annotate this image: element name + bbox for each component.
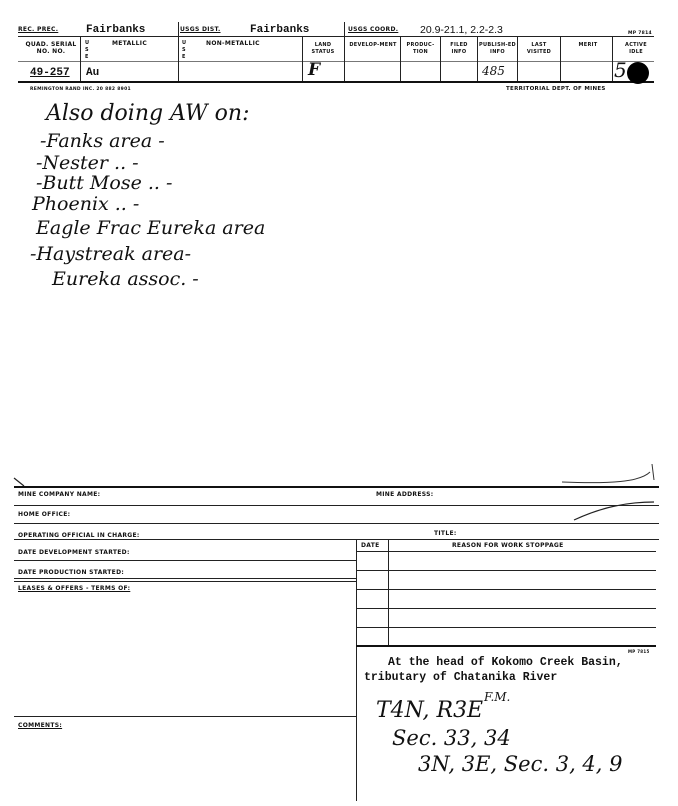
note-line-1: Also doing AW on:	[46, 101, 250, 126]
land-status-label: LAND STATUS	[311, 42, 335, 55]
dept-line: TERRITORIAL DEPT. OF MINES	[506, 86, 606, 92]
page-curl-lines	[10, 460, 670, 500]
active-idle-label: ACTIVE IDLE	[625, 42, 647, 55]
published-info-label: PUBLISH-ED INFO	[479, 42, 517, 55]
date-development-started-label: DATE DEVELOPMENT STARTED:	[18, 549, 130, 556]
land-status-value: F	[308, 60, 321, 80]
note-line-4: -Butt Mose .. -	[36, 172, 173, 194]
note-line-2: -Fanks area -	[40, 130, 165, 152]
title-label: TITLE:	[434, 530, 457, 537]
leases-offers-label: LEASES & OFFERS - TERMS OF:	[18, 585, 131, 592]
location-hand-line-2: Sec. 33, 34	[392, 726, 511, 750]
location-typed-line-1: At the head of Kokomo Creek Basin,	[388, 656, 623, 669]
rec-prec-label: REC. PREC.	[18, 26, 59, 33]
rec-prec-value: Fairbanks	[86, 24, 146, 36]
header-line-mid	[18, 36, 654, 37]
location-hand-line-3: 3N, 3E, Sec. 3, 4, 9	[418, 752, 623, 776]
usgs-coord-label: USGS COORD.	[348, 26, 399, 33]
form-code-bottom: MP 7815	[628, 649, 650, 654]
quad-serial-label: QUAD. SERIAL NO. NO.	[25, 41, 77, 55]
metallic-value: Au	[86, 67, 100, 79]
operating-official-label: OPERATING OFFICIAL IN CHARGE:	[18, 532, 140, 539]
development-label: DEVELOP-MENT	[349, 42, 397, 48]
note-line-7: -Haystreak area-	[30, 243, 192, 265]
note-line-6: Eagle Frac Eureka area	[36, 217, 266, 239]
production-label: PRODUC-TION	[406, 42, 435, 55]
filed-info-label: FILED INFO	[450, 42, 468, 55]
usgs-coord-value: 20.9-21.1, 2.2-2.3	[420, 24, 503, 36]
non-metallic-label: NON-METALLIC	[206, 40, 260, 47]
location-hand-line-1: T4N, R3E	[376, 698, 484, 723]
punch-hole-mark	[627, 62, 649, 84]
reason-header: REASON FOR WORK STOPPAGE	[452, 542, 564, 549]
location-hand-line-1-sup: F.M.	[484, 690, 511, 704]
header-line-data	[18, 61, 654, 62]
home-office-label: HOME OFFICE:	[18, 511, 71, 518]
note-line-3: -Nester .. -	[36, 152, 139, 174]
date-production-started-label: DATE PRODUCTION STARTED:	[18, 569, 125, 576]
comments-label: COMMENTS:	[18, 722, 63, 729]
mine-company-name-label: MINE COMPANY NAME:	[18, 491, 101, 498]
printer-line: REMINGTON RAND INC. 20 882 8901	[30, 87, 131, 92]
us-e-letters-metallic: U S E	[85, 40, 90, 60]
published-value: 485	[482, 64, 505, 78]
header-line-bottom	[18, 81, 654, 83]
us-e-letters-nonmetallic: U S E	[182, 40, 187, 60]
pen-stroke-mark	[570, 498, 660, 524]
note-line-8: Eureka assoc. -	[52, 268, 199, 290]
mine-address-label: MINE ADDRESS:	[376, 491, 434, 498]
note-line-5: Phoenix .. -	[32, 193, 140, 215]
form-code-top: MP 7814	[628, 31, 652, 36]
location-typed-line-2: tributary of Chatanika River	[364, 671, 558, 684]
date-header: DATE	[361, 542, 380, 549]
active-value: 5	[614, 58, 627, 82]
merit-label: MERIT	[578, 42, 598, 48]
metallic-label: METALLIC	[112, 40, 148, 47]
last-visited-label: LAST VISITED	[526, 42, 552, 55]
usgs-dist-value: Fairbanks	[250, 24, 310, 36]
usgs-dist-label: USGS DIST.	[180, 26, 221, 33]
serial-value: 49-257	[30, 67, 70, 79]
